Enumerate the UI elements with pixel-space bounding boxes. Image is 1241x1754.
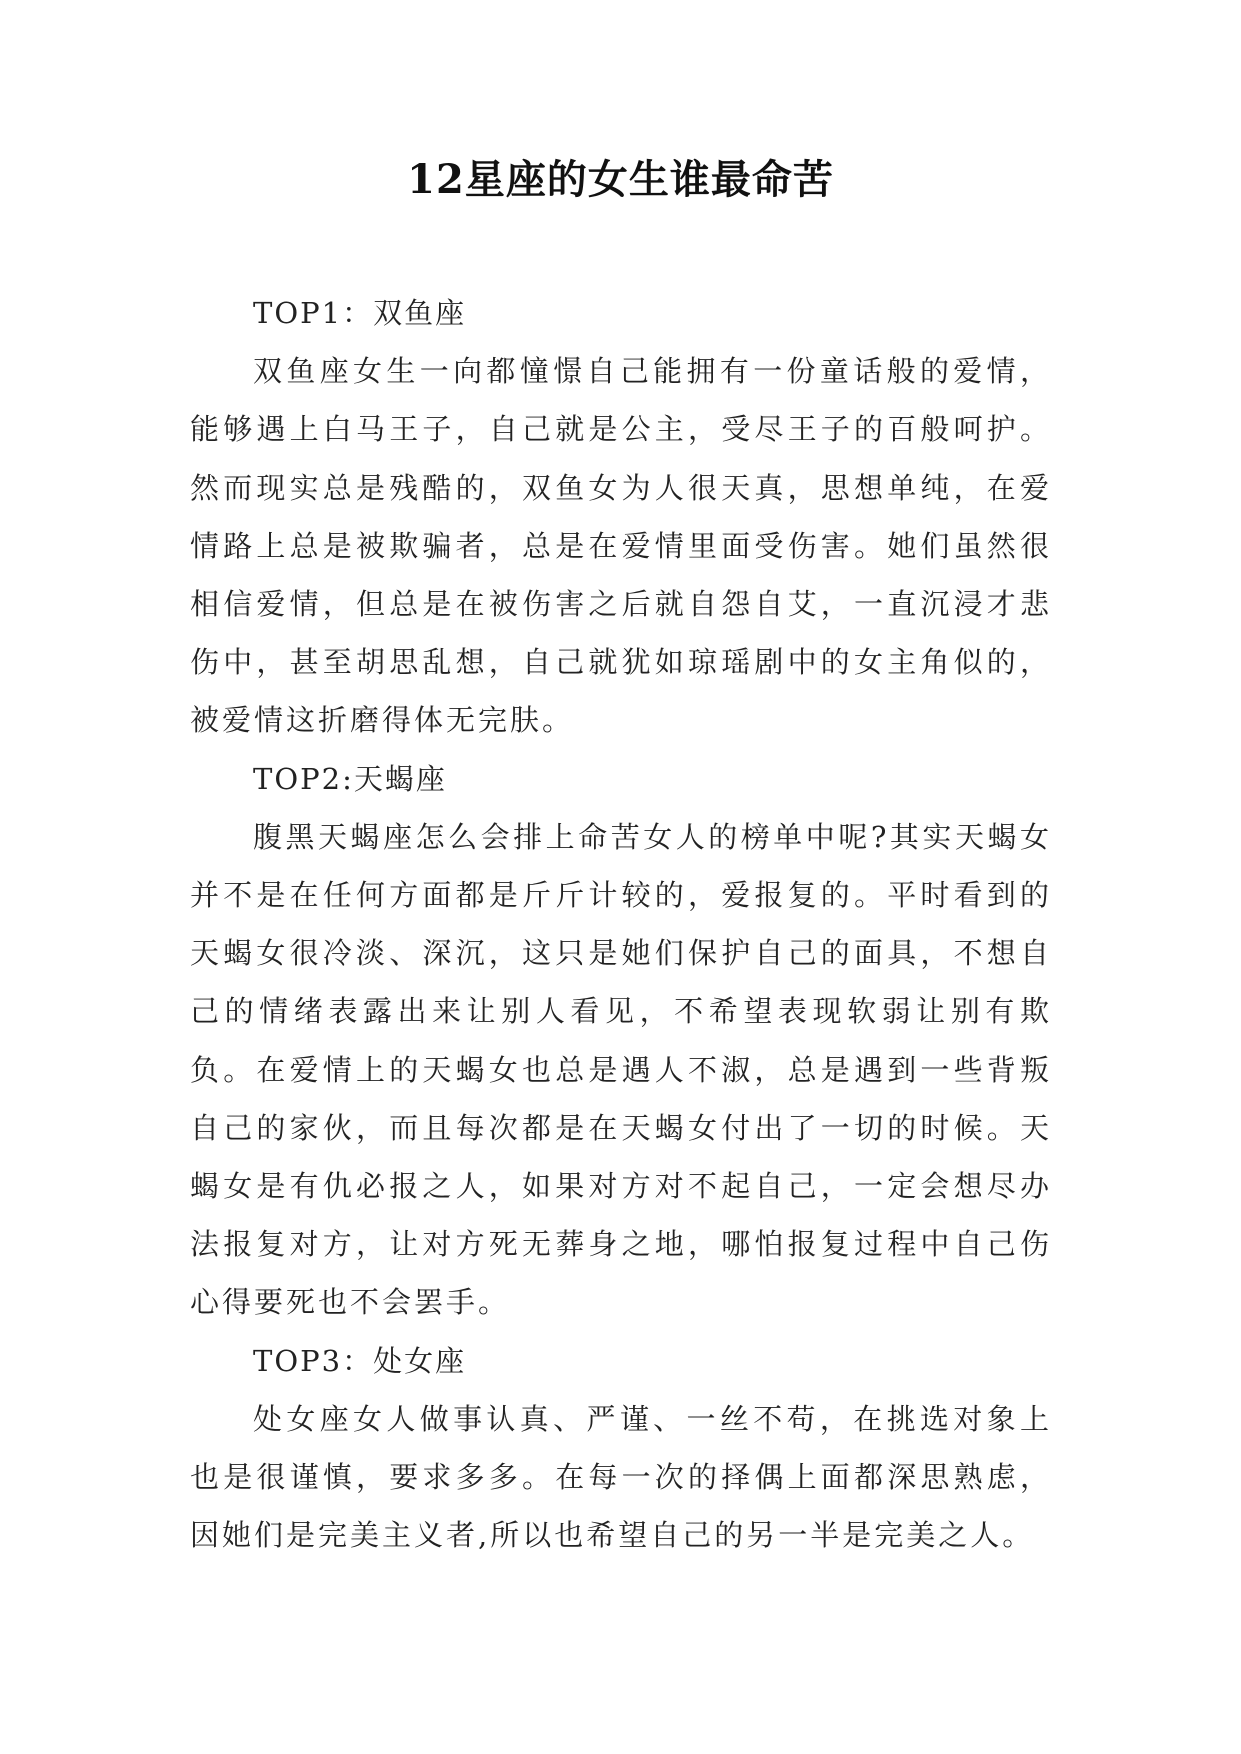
section-heading-top3: TOP3：处女座: [253, 1343, 467, 1378]
document-title: 12星座的女生谁最命苦: [407, 156, 834, 203]
document-body: [190, 284, 1052, 1564]
section-paragraph-top3: 处女座女人做事认真、严谨、一丝不苟，在挑选对象上也是很谨慎，要求多多。在每一次的择偶上面都深思熟虑，因她们是完美主义者,所以也希望自己的另一半是完美之人。: [190, 1401, 1052, 1553]
section-paragraph-top2: 腹黑天蝎座怎么会排上命苦女人的榜单中呢?其实天蝎女并不是在任何方面都是斤斤计较的，爱报复的。平时看到的天蝎女很冷淡、深沉，这只是她们保护自己的面具，不想自己的情绪表露出来让别人看见，不希望表现软弱让别有欺负。在爱情上的天蝎女也总是遇人不淑，总是遇到一些背叛自己的家伙，而且每次都是在天蝎女付出了一切的时候。天蝎女是有仇必报之人，如果对方对不起自己，一定会想尽办法报复对方，让对方死无葬身之地，哪怕报复过程中自己伤心得要死也不会罢手。: [190, 819, 1052, 1320]
section-paragraph-top1: 双鱼座女生一向都憧憬自己能拥有一份童话般的爱情，能够遇上白马王子，自己就是公主，受尽王子的百般呵护。然而现实总是残酷的，双鱼女为人很天真，思想单纯，在爱情路上总是被欺骗者，总是在爱情里面受伤害。她们虽然很相信爱情，但总是在被伤害之后就自怨自艾，一直沉浸才悲伤中，甚至胡思乱想，自己就犹如琼瑶剧中的女主角似的，被爱情这折磨得体无完肤。: [190, 354, 1052, 738]
section-heading-top1: TOP1：双鱼座: [253, 296, 467, 330]
section-heading-top2: TOP2:天蝎座: [253, 761, 447, 796]
